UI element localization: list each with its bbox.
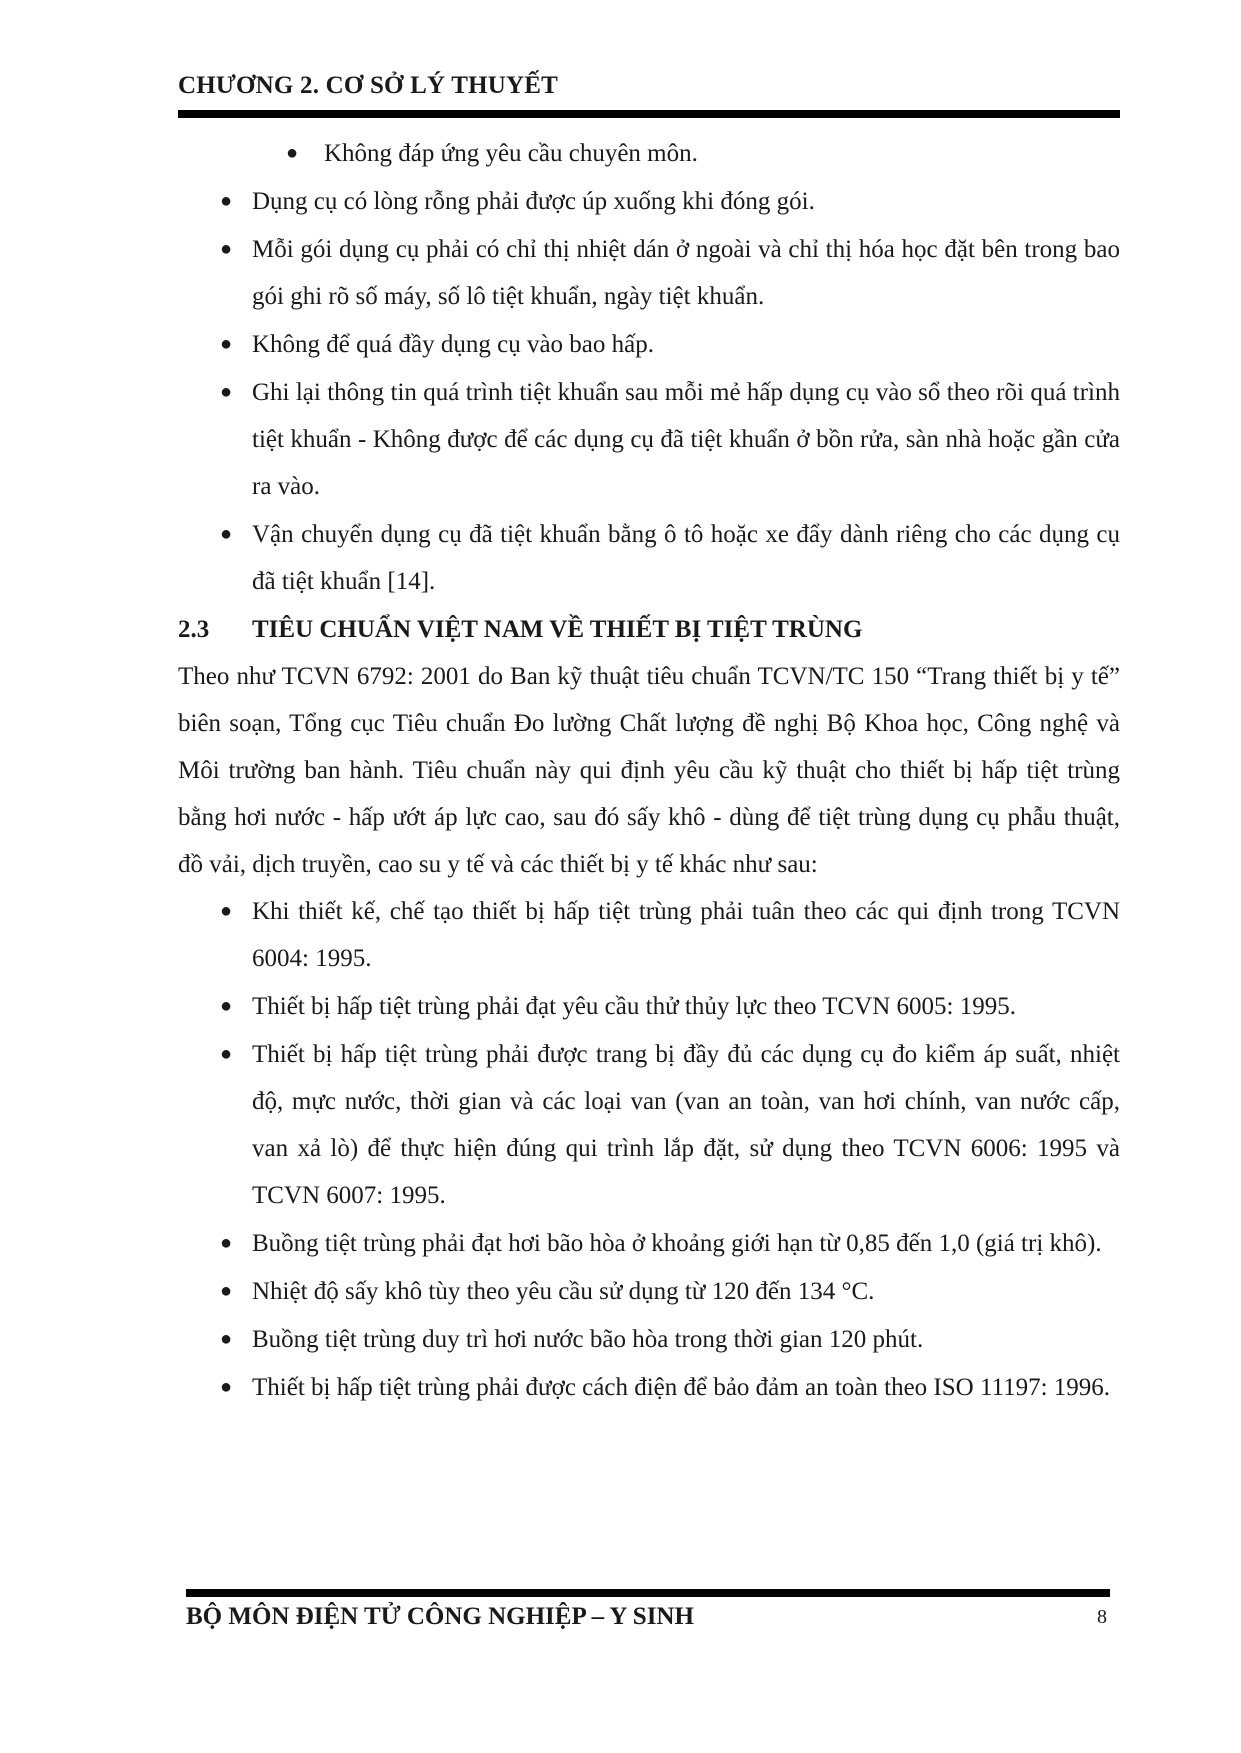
bullet-icon: ●: [286, 142, 299, 164]
bullet-text: Thiết bị hấp tiệt trùng phải được cách điện để bảo đảm an toàn theo ISO 11197: 1996.: [252, 1374, 1111, 1401]
bullet-icon: ●: [220, 190, 233, 212]
bullet-icon: ●: [220, 1376, 233, 1398]
bullet-text: Buồng tiệt trùng duy trì hơi nước bão hòa trong thời gian 120 phút.: [252, 1326, 924, 1353]
bullet-icon: ●: [220, 1328, 233, 1350]
bullet-item: [178, 1268, 1120, 1315]
section-intro-paragraph: Theo như TCVN 6792: 2001 do Ban kỹ thuật tiêu chuẩn TCVN/TC 150 “Trang thiết bị y tế” biên soạn, Tổng cục Tiêu chuẩn Đo lường Chất lượng đề nghị Bộ Khoa học, Công nghệ và Môi trường ban hành. Tiêu chuẩn này qui định yêu cầu kỹ thuật cho thiết bị hấp tiệt trùng bằng hơi nước - hấp ướt áp lực cao, sau đó sấy khô - dùng để tiệt trùng dụng cụ phẫu thuật, đồ vải, dịch truyền, cao su y tế và các thiết bị y tế khác như sau:: [178, 663, 1120, 878]
bullet-text: Mỗi gói dụng cụ phải có chỉ thị nhiệt dán ở ngoài và chỉ thị hóa học đặt bên trong bao gói ghi rõ số máy, số lô tiệt khuẩn, ngày tiệt khuẩn.: [252, 236, 1120, 310]
section-number: 2.3: [178, 616, 210, 643]
bullet-item: [178, 983, 1120, 1030]
bullet-text: Khi thiết kế, chế tạo thiết bị hấp tiệt trùng phải tuân theo các qui định trong TCVN 6004: 1995.: [252, 898, 1120, 972]
page-content: [178, 130, 1120, 1412]
page-number: 8: [1097, 1606, 1107, 1628]
bullet-icon: ●: [220, 523, 233, 545]
bullet-item: [178, 226, 1120, 320]
bullet-text: Ghi lại thông tin quá trình tiệt khuẩn sau mỗi mẻ hấp dụng cụ vào sổ theo rõi quá trình tiệt khuẩn - Không được để các dụng cụ đã tiệt khuẩn ở bồn rửa, sàn nhà hoặc gần cửa ra vào.: [252, 379, 1120, 500]
page-header-title: CHƯƠNG 2. CƠ SỞ LÝ THUYẾT: [178, 72, 559, 99]
bullet-text: Buồng tiệt trùng phải đạt hơi bão hòa ở khoảng giới hạn từ 0,85 đến 1,0 (giá trị khô).: [252, 1230, 1102, 1257]
bullet-text: Không để quá đầy dụng cụ vào bao hấp.: [252, 331, 654, 358]
bullet-item: [178, 1316, 1120, 1363]
bullet-icon: ●: [220, 995, 233, 1017]
bullet-text: Dụng cụ có lòng rỗng phải được úp xuống khi đóng gói.: [252, 188, 815, 215]
bullet-icon: ●: [220, 333, 233, 355]
section-title: TIÊU CHUẨN VIỆT NAM VỀ THIẾT BỊ TIỆT TRÙNG: [252, 616, 863, 643]
bullet-icon: ●: [220, 1232, 233, 1254]
bullet-item: [178, 178, 1120, 225]
bullet-text: Vận chuyển dụng cụ đã tiệt khuẩn bằng ô tô hoặc xe đẩy dành riêng cho các dụng cụ đã tiệt khuẩn [14].: [252, 521, 1120, 595]
bullet-text: Thiết bị hấp tiệt trùng phải được trang bị đầy đủ các dụng cụ đo kiểm áp suất, nhiệt độ, mực nước, thời gian và các loại van (van an toàn, van hơi chính, van nước cấp, van xả lò) để thực hiện đúng qui trình lắp đặt, sử dụng theo TCVN 6006: 1995 và TCVN 6007: 1995.: [252, 1041, 1120, 1209]
footer-rule: [186, 1589, 1110, 1597]
bullet-icon: ●: [220, 900, 233, 922]
bullet-item: [178, 888, 1120, 982]
bullet-item: [178, 1364, 1120, 1411]
bullet-item: [178, 369, 1120, 510]
section-heading: [178, 606, 1120, 653]
bullet-text: Thiết bị hấp tiệt trùng phải đạt yêu cầu thử thủy lực theo TCVN 6005: 1995.: [252, 993, 1017, 1020]
bullet-icon: ●: [220, 238, 233, 260]
bullet-item: [178, 321, 1120, 368]
header-rule: [178, 110, 1120, 118]
bullet-item: [178, 1220, 1120, 1267]
footer-title: BỘ MÔN ĐIỆN TỬ CÔNG NGHIỆP – Y SINH: [186, 1603, 694, 1630]
bullet-icon: ●: [220, 1043, 233, 1065]
bullet-icon: ●: [220, 381, 233, 403]
sub-bullet-item: [178, 130, 1120, 177]
bullet-text: Nhiệt độ sấy khô tùy theo yêu cầu sử dụng từ 120 đến 134 °C.: [252, 1278, 875, 1305]
bullet-item: [178, 1031, 1120, 1219]
sub-bullet-text: Không đáp ứng yêu cầu chuyên môn.: [324, 140, 698, 167]
bullet-item: [178, 511, 1120, 605]
bullet-icon: ●: [220, 1280, 233, 1302]
